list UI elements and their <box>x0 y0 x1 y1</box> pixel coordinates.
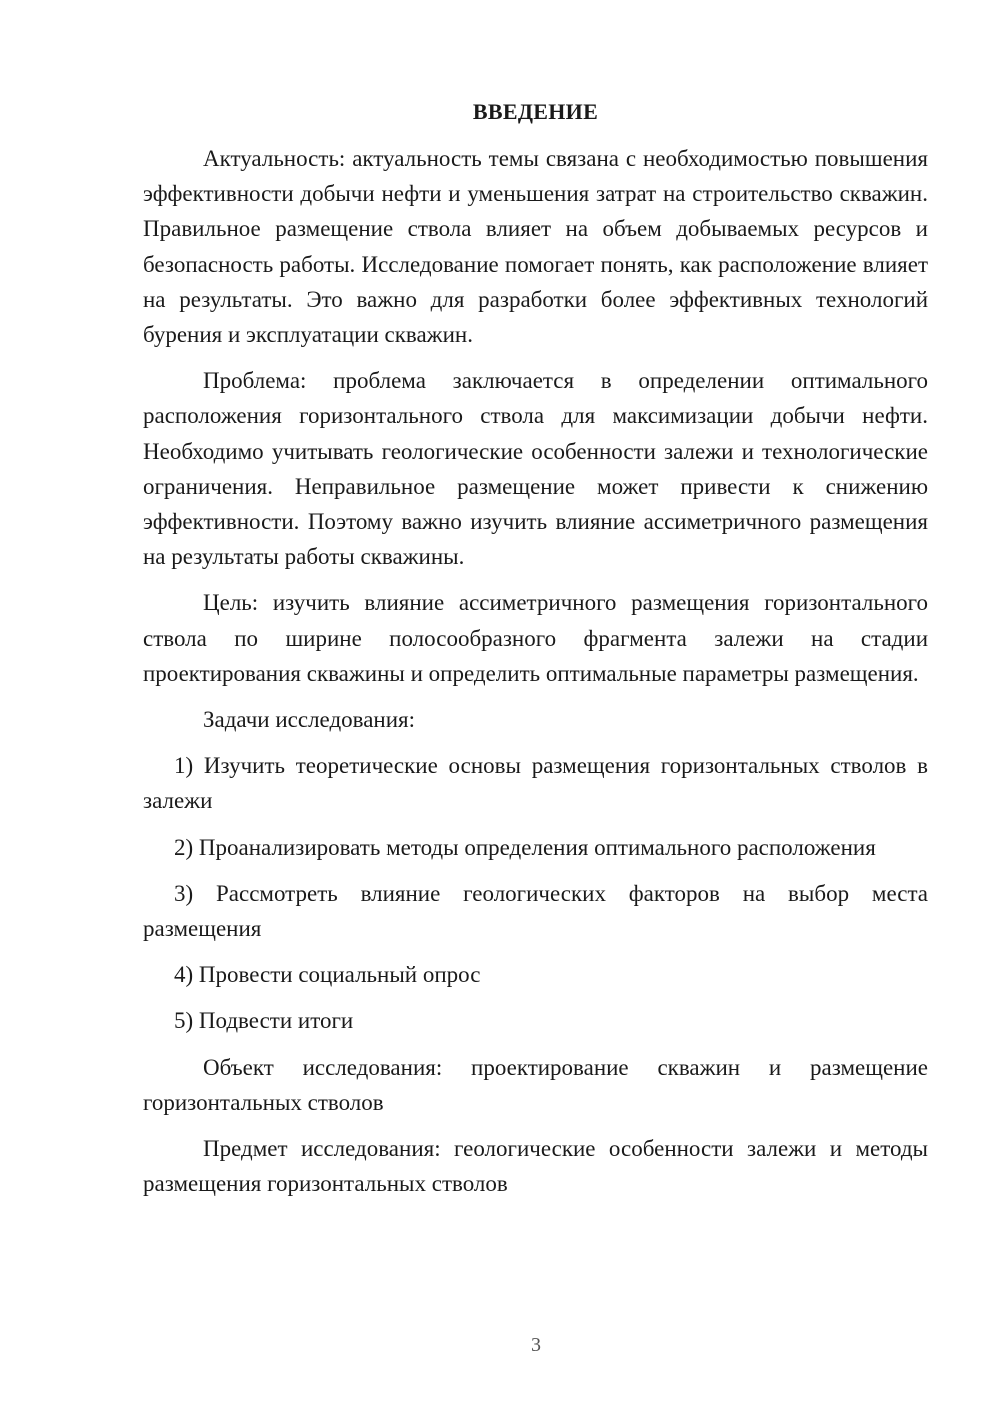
task-item-2: 2) Проанализировать методы определения оптимального расположения <box>174 834 876 860</box>
page-title: ВВЕДЕНИЕ <box>472 99 599 124</box>
task-item-1: 1) Изучить теоретические основы размещения горизонтальных стволов в залежи <box>143 753 928 814</box>
task-item-4: 4) Провести социальный опрос <box>174 962 481 988</box>
page-number: 3 <box>531 1334 541 1356</box>
paragraph-object: Объект исследования: проектирование скважин и размещение горизонтальных стволов <box>143 1054 928 1115</box>
paragraph-relevance: Актуальность: актуальность темы связана с необходимостью повышения эффективности добычи нефти и уменьшения затрат на строительство скважин. Правильное размещение ствола влияет на объем добываемых ресурсов и безопасность работы. Исследование помогает понять, как расположение влияет на результаты. Это важно для разработки более эффективных технологий бурения и эксплуатации скважин. <box>143 146 928 348</box>
task-item-3: 3) Рассмотреть влияние геологических факторов на выбор места размещения <box>143 880 928 942</box>
page-content <box>143 94 928 1212</box>
tasks-heading: Задачи исследования: <box>203 707 416 733</box>
paragraph-problem: Проблема: проблема заключается в определении оптимального расположения горизонтального ствола для максимизации добычи нефти. Необходимо учитывать геологические особенности залежи и технологические ограничения. Неправильное размещение может привести к снижению эффективности. Поэтому важно изучить влияние ассиметричного размещения на результаты работы скважины. <box>143 368 928 570</box>
task-item-5: 5) Подвести итоги <box>174 1008 354 1034</box>
paragraph-subject: Предмет исследования: геологические особенности залежи и методы размещения горизонтальных стволов <box>143 1136 928 1197</box>
paragraph-goal: Цель: изучить влияние ассиметричного размещения горизонтального ствола по ширине полосообразного фрагмента залежи на стадии проектирования скважины и определить оптимальные параметры размещения. <box>143 590 928 686</box>
